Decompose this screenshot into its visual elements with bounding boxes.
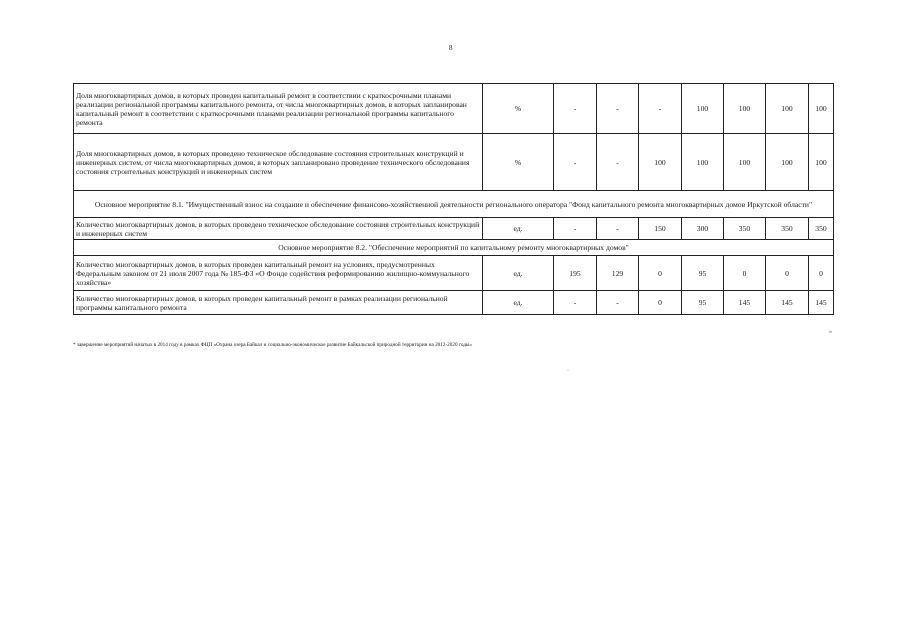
unit-cell: % bbox=[483, 84, 554, 134]
value-cell: 100 bbox=[639, 134, 682, 191]
scan-mark: » bbox=[829, 329, 832, 335]
value-cell: 100 bbox=[766, 84, 809, 134]
value-cell: 300 bbox=[682, 218, 724, 240]
section-title: Основное мероприятие 8.1. "Имущественный взнос на создание и обеспечение финансово-хозяйственной деятельности регионального оператора "Фонд капитального ремонта многоквартирных домов Иркутской области" bbox=[74, 191, 834, 218]
indicator-description: Количество многоквартирных домов, в которых проведено техническое обследование состояния строительных конструкций и инженерных систем bbox=[74, 218, 483, 240]
value-cell: 100 bbox=[682, 134, 724, 191]
indicator-description: Доля многоквартирных домов, в которых проведено техническое обследование состояния строительных конструкций и инженерных систем, от числа многоквартирных домов, в которых запланировано проведение технического обследования состояния строительных конструкций и инженерных систем bbox=[74, 134, 483, 191]
footnote: * завершение мероприятий начатых в 2014 году в рамках ФЦП «Охрана озера Байкал и социально-экономическое развитие Байкальской природной территории на 2012-2020 годы» bbox=[73, 342, 472, 348]
value-cell: - bbox=[597, 84, 639, 134]
value-cell: 145 bbox=[809, 291, 834, 315]
unit-cell: ед. bbox=[483, 291, 554, 315]
value-cell: 129 bbox=[597, 256, 639, 291]
value-cell: - bbox=[554, 84, 597, 134]
value-cell: 145 bbox=[724, 291, 766, 315]
section-title: Основное мероприятие 8.2. "Обеспечение мероприятий по капитальному ремонту многоквартирных домов" bbox=[74, 240, 834, 256]
unit-cell: % bbox=[483, 134, 554, 191]
value-cell: 100 bbox=[682, 84, 724, 134]
value-cell: 100 bbox=[809, 84, 834, 134]
unit-cell: ед. bbox=[483, 256, 554, 291]
value-cell: 0 bbox=[766, 256, 809, 291]
indicators-table bbox=[73, 83, 834, 315]
value-cell: - bbox=[597, 134, 639, 191]
value-cell: 0 bbox=[639, 256, 682, 291]
value-cell: - bbox=[554, 134, 597, 191]
table-row bbox=[74, 256, 834, 291]
value-cell: 150 bbox=[639, 218, 682, 240]
value-cell: 95 bbox=[682, 291, 724, 315]
scan-dot: · bbox=[567, 368, 569, 374]
value-cell: 350 bbox=[724, 218, 766, 240]
page-number: 8 bbox=[449, 44, 453, 52]
table-row bbox=[74, 84, 834, 134]
value-cell: 100 bbox=[809, 134, 834, 191]
section-row bbox=[74, 240, 834, 256]
value-cell: 0 bbox=[809, 256, 834, 291]
unit-cell: ед. bbox=[483, 218, 554, 240]
indicator-description: Доля многоквартирных домов, в которых проведен капитальный ремонт в соответствии с краткосрочными планами реализации региональной программы капитального ремонта, от числа многоквартирных домов, в которых запланирован капитальный ремонт в соответствии с краткосрочными планами реализации региональной программы капитального ремонта bbox=[74, 84, 483, 134]
section-row bbox=[74, 191, 834, 218]
value-cell: 0 bbox=[724, 256, 766, 291]
value-cell: - bbox=[554, 218, 597, 240]
value-cell: - bbox=[597, 291, 639, 315]
value-cell: 350 bbox=[809, 218, 834, 240]
value-cell: 0 bbox=[639, 291, 682, 315]
value-cell: 145 bbox=[766, 291, 809, 315]
value-cell: 100 bbox=[724, 84, 766, 134]
table-row bbox=[74, 134, 834, 191]
table-body bbox=[74, 84, 834, 315]
indicator-description: Количество многоквартирных домов, в которых проведен капитальный ремонт в рамках реализации региональной программы капитального ремонта bbox=[74, 291, 483, 315]
indicator-description: Количество многоквартирных домов, в которых проведен капитальный ремонт на условиях, предусмотренных Федеральным законом от 21 июля 2007 года № 185-ФЗ «О Фонде содействия реформированию жилищно-коммунального хозяйства» bbox=[74, 256, 483, 291]
value-cell: 100 bbox=[724, 134, 766, 191]
value-cell: 100 bbox=[766, 134, 809, 191]
table-row bbox=[74, 218, 834, 240]
value-cell: - bbox=[554, 291, 597, 315]
value-cell: - bbox=[597, 218, 639, 240]
value-cell: 95 bbox=[682, 256, 724, 291]
value-cell: 350 bbox=[766, 218, 809, 240]
value-cell: 195 bbox=[554, 256, 597, 291]
value-cell: - bbox=[639, 84, 682, 134]
table-row bbox=[74, 291, 834, 315]
